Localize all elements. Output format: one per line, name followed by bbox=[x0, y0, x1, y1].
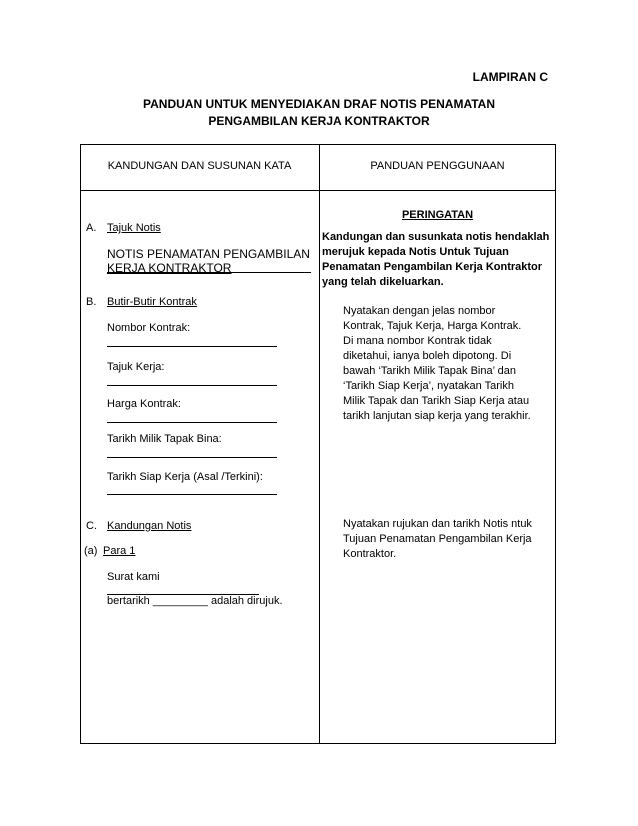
guide-notice-content bbox=[343, 517, 532, 562]
guide-line: Kontraktor. bbox=[343, 548, 397, 560]
guide-contract-details bbox=[343, 304, 531, 424]
guide-line: Nyatakan rujukan dan tarikh Notis ntuk bbox=[343, 518, 532, 530]
field-harga-kontrak: Harga Kontrak: bbox=[107, 398, 181, 410]
bertarikh-text: bertarikh _________ adalah dirujuk. bbox=[107, 595, 283, 607]
section-c-letter: C. bbox=[86, 520, 97, 532]
document-title-line2: PENGAMBILAN KERJA KONTRAKTOR bbox=[208, 114, 430, 128]
table-header-divider bbox=[80, 190, 556, 191]
warning-heading: PERINGATAN bbox=[401, 209, 474, 221]
warning-line: Penamatan Pengambilan Kerja Kontraktor bbox=[322, 261, 543, 273]
field-tajuk-kerja: Tajuk Kerja: bbox=[107, 361, 165, 373]
field-nombor-kontrak-line bbox=[107, 346, 277, 347]
notice-title-underline bbox=[107, 272, 311, 273]
guide-line: tarikh lanjutan siap kerja yang terakhir. bbox=[343, 410, 531, 422]
section-a-heading: Tajuk Notis bbox=[107, 222, 161, 234]
field-tarikh-siap-kerja: Tarikh Siap Kerja (Asal /Terkini): bbox=[107, 471, 263, 483]
section-c-heading: Kandungan Notis bbox=[107, 520, 192, 532]
table-column-divider bbox=[319, 144, 320, 744]
guide-line: bawah ‘Tarikh Milik Tapak Bina’ dan bbox=[343, 365, 517, 377]
para-label: (a) bbox=[84, 545, 98, 557]
warning-line: Kandungan dan susunkata notis hendaklah bbox=[322, 231, 550, 243]
section-b-heading: Butir-Butir Kontrak bbox=[107, 296, 197, 308]
warning-text bbox=[322, 230, 554, 290]
warning-line: yang telah dikeluarkan. bbox=[322, 276, 444, 288]
para-heading: Para 1 bbox=[103, 545, 136, 557]
guide-line: ‘Tarikh Siap Kerja’, nyatakan Tarikh bbox=[343, 380, 514, 392]
field-tarikh-milik-tapak: Tarikh Milik Tapak Bina: bbox=[107, 433, 222, 445]
guide-line: Di mana nombor Kontrak tidak bbox=[343, 335, 492, 347]
guide-line: Tujuan Penamatan Pengambilan Kerja bbox=[343, 533, 532, 545]
section-a-letter: A. bbox=[86, 222, 97, 234]
field-tarikh-milik-tapak-line bbox=[107, 457, 277, 458]
guide-line: Nyatakan dengan jelas nombor bbox=[343, 305, 496, 317]
field-tarikh-siap-kerja-line bbox=[107, 494, 277, 495]
warning-line: merujuk kepada Notis Untuk Tujuan bbox=[322, 246, 509, 258]
section-b-letter: B. bbox=[86, 296, 97, 308]
document-title-line1: PANDUAN UNTUK MENYEDIAKAN DRAF NOTIS PENAMATAN bbox=[143, 97, 495, 111]
guide-line: Milik Tapak dan Tarikh Siap Kerja atau bbox=[343, 395, 530, 407]
surat-kami-text: Surat kami bbox=[107, 571, 160, 583]
notice-title-line1: NOTIS PENAMATAN PENGAMBILAN bbox=[107, 247, 310, 261]
field-tajuk-kerja-line bbox=[107, 385, 277, 386]
guide-line: diketahui, ianya boleh dipotong. Di bbox=[343, 350, 512, 362]
column-header-guidance: PANDUAN PENGGUNAAN bbox=[370, 160, 505, 172]
notice-title-line2: KERJA KONTRAKTOR bbox=[107, 261, 232, 275]
guide-line: Kontrak, Tajuk Kerja, Harga Kontrak. bbox=[343, 320, 522, 332]
column-header-content: KANDUNGAN DAN SUSUNAN KATA bbox=[107, 160, 292, 172]
annex-label: LAMPIRAN C bbox=[472, 70, 548, 84]
field-harga-kontrak-line bbox=[107, 422, 277, 423]
field-nombor-kontrak: Nombor Kontrak: bbox=[107, 322, 191, 334]
